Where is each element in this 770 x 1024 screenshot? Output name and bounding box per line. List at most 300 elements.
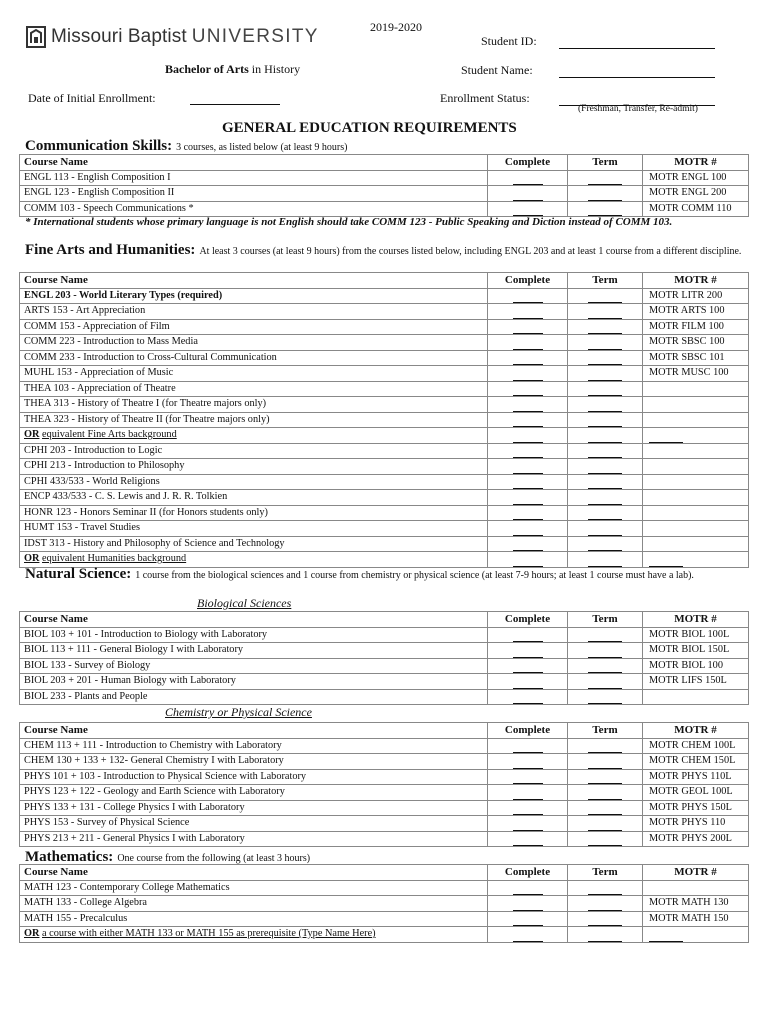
complete-cell[interactable] <box>488 319 568 335</box>
motr-code: MOTR MATH 150 <box>649 912 729 924</box>
motr-cell <box>643 459 749 475</box>
course-name-cell <box>20 170 488 186</box>
motr-cell <box>643 627 749 643</box>
term-cell[interactable] <box>568 658 643 674</box>
complete-blank[interactable] <box>513 632 543 642</box>
table-row <box>20 381 749 397</box>
chemistry-physical-table <box>19 722 749 847</box>
complete-cell[interactable] <box>488 754 568 770</box>
complete-blank[interactable] <box>513 759 543 769</box>
complete-cell[interactable] <box>488 186 568 202</box>
complete-blank[interactable] <box>513 836 543 846</box>
motr-code: MOTR LITR 200 <box>649 289 723 301</box>
table-row <box>20 505 749 521</box>
biological-sciences-table <box>19 611 749 705</box>
complete-cell[interactable] <box>488 412 568 428</box>
table-row <box>20 335 749 351</box>
complete-cell[interactable] <box>488 689 568 705</box>
term-blank[interactable] <box>588 433 622 443</box>
motr-code: MOTR ARTS 100 <box>649 305 725 316</box>
complete-blank[interactable] <box>513 386 543 396</box>
program-major: in History <box>251 62 301 76</box>
term-blank[interactable] <box>588 417 622 427</box>
table-header-row <box>20 612 749 628</box>
complete-blank[interactable] <box>513 648 543 658</box>
course-name: MATH 155 - Precalculus <box>24 912 128 924</box>
term-blank[interactable] <box>588 663 622 673</box>
complete-cell[interactable] <box>488 490 568 506</box>
complete-blank[interactable] <box>513 885 543 895</box>
complete-blank[interactable] <box>513 790 543 800</box>
term-cell[interactable] <box>568 769 643 785</box>
table-row <box>20 186 749 202</box>
complete-cell[interactable] <box>488 201 568 217</box>
term-blank[interactable] <box>588 526 622 536</box>
term-cell[interactable] <box>568 443 643 459</box>
course-name-cell <box>20 428 488 444</box>
course-name-cell <box>20 521 488 537</box>
complete-blank[interactable] <box>513 402 543 412</box>
term-cell[interactable] <box>568 335 643 351</box>
section-heading-communication <box>25 137 347 155</box>
program-degree: Bachelor of Arts <box>165 62 249 76</box>
table-row <box>20 443 749 459</box>
motr-cell <box>643 201 749 217</box>
course-name-cell <box>20 366 488 382</box>
complete-blank[interactable] <box>513 774 543 784</box>
course-name-cell <box>20 674 488 690</box>
course-name-header: Course Name <box>20 155 488 171</box>
complete-cell[interactable] <box>488 831 568 847</box>
table-row <box>20 201 749 217</box>
table-row <box>20 366 749 382</box>
term-blank[interactable] <box>588 557 622 567</box>
motr-header: MOTR # <box>643 723 749 739</box>
term-cell[interactable] <box>568 800 643 816</box>
motr-cell <box>643 350 749 366</box>
complete-blank[interactable] <box>513 679 543 689</box>
course-name-cell <box>20 319 488 335</box>
course-name: HONR 123 - Honors Seminar II (for Honors students only) <box>24 506 268 518</box>
term-blank[interactable] <box>588 679 622 689</box>
term-cell[interactable] <box>568 381 643 397</box>
student-id-field[interactable] <box>559 47 715 49</box>
term-blank[interactable] <box>588 206 622 216</box>
complete-blank[interactable] <box>513 557 543 567</box>
motr-blank[interactable] <box>649 932 683 942</box>
table-row <box>20 350 749 366</box>
complete-blank[interactable] <box>513 417 543 427</box>
term-header: Term <box>568 273 643 289</box>
complete-blank[interactable] <box>513 510 543 520</box>
course-name: CPHI 433/533 - World Religions <box>24 475 160 487</box>
complete-cell[interactable] <box>488 816 568 832</box>
complete-blank[interactable] <box>513 175 543 185</box>
term-cell[interactable] <box>568 412 643 428</box>
term-cell[interactable] <box>568 927 643 943</box>
complete-cell[interactable] <box>488 674 568 690</box>
complete-cell[interactable] <box>488 658 568 674</box>
motr-cell <box>643 643 749 659</box>
complete-header: Complete <box>488 612 568 628</box>
term-blank[interactable] <box>588 885 622 895</box>
university-name: Missouri Baptist <box>51 26 187 47</box>
motr-code: MOTR MATH 130 <box>649 897 729 908</box>
complete-blank[interactable] <box>513 293 543 303</box>
term-cell[interactable] <box>568 627 643 643</box>
complete-cell[interactable] <box>488 170 568 186</box>
complete-blank[interactable] <box>513 324 543 334</box>
section-description: 3 courses, as listed below (at least 9 hours) <box>176 142 348 153</box>
term-cell[interactable] <box>568 459 643 475</box>
complete-cell[interactable] <box>488 521 568 537</box>
term-blank[interactable] <box>588 694 622 704</box>
table-header-row <box>20 865 749 881</box>
motr-cell <box>643 927 749 943</box>
course-name: BIOL 113 + 111 - General Biology I with Laboratory <box>24 644 244 655</box>
course-name: IDST 313 - History and Philosophy of Science and Technology <box>24 537 285 549</box>
course-name: PHYS 101 + 103 - Introduction to Physical Science with Laboratory <box>24 770 307 782</box>
term-blank[interactable] <box>588 790 622 800</box>
term-blank[interactable] <box>588 541 622 551</box>
course-name-header: Course Name <box>20 723 488 739</box>
term-blank[interactable] <box>588 402 622 412</box>
term-blank[interactable] <box>588 464 622 474</box>
complete-cell[interactable] <box>488 880 568 896</box>
or-prefix: OR <box>24 553 40 564</box>
motr-cell <box>643 754 749 770</box>
motr-cell <box>643 911 749 927</box>
complete-blank[interactable] <box>513 805 543 815</box>
table-row <box>20 170 749 186</box>
term-blank[interactable] <box>588 340 622 350</box>
term-blank[interactable] <box>588 836 622 846</box>
course-name: PHYS 123 + 122 - Geology and Earth Science with Laboratory <box>24 786 285 797</box>
motr-cell <box>643 880 749 896</box>
term-cell[interactable] <box>568 754 643 770</box>
motr-cell <box>643 505 749 521</box>
course-name-header: Course Name <box>20 273 488 289</box>
table-row <box>20 536 749 552</box>
table-row <box>20 412 749 428</box>
table-row <box>20 880 749 896</box>
term-cell[interactable] <box>568 304 643 320</box>
motr-code: MOTR FILM 100 <box>649 320 724 332</box>
course-name-cell <box>20 536 488 552</box>
complete-blank[interactable] <box>513 340 543 350</box>
term-blank[interactable] <box>588 293 622 303</box>
table-row <box>20 816 749 832</box>
term-cell[interactable] <box>568 474 643 490</box>
complete-cell[interactable] <box>488 335 568 351</box>
term-cell[interactable] <box>568 816 643 832</box>
term-cell[interactable] <box>568 831 643 847</box>
course-name-cell <box>20 816 488 832</box>
student-name-label: Student Name: <box>461 63 533 77</box>
course-name-cell <box>20 769 488 785</box>
complete-cell[interactable] <box>488 927 568 943</box>
complete-blank[interactable] <box>513 663 543 673</box>
term-blank[interactable] <box>588 448 622 458</box>
complete-blank[interactable] <box>513 694 543 704</box>
motr-code: MOTR SBSC 100 <box>649 336 725 347</box>
communication-table <box>19 154 749 217</box>
course-name-cell <box>20 754 488 770</box>
complete-cell[interactable] <box>488 288 568 304</box>
motr-code: MOTR BIOL 150L <box>649 644 730 655</box>
complete-cell[interactable] <box>488 552 568 568</box>
course-name-cell <box>20 412 488 428</box>
complete-cell[interactable] <box>488 505 568 521</box>
course-name-cell <box>20 443 488 459</box>
motr-cell <box>643 412 749 428</box>
course-name-header: Course Name <box>20 612 488 628</box>
complete-cell[interactable] <box>488 366 568 382</box>
course-name: ENGL 113 - English Composition I <box>24 171 171 183</box>
term-cell[interactable] <box>568 186 643 202</box>
complete-header: Complete <box>488 723 568 739</box>
table-row <box>20 552 749 568</box>
motr-header: MOTR # <box>643 155 749 171</box>
term-blank[interactable] <box>588 510 622 520</box>
term-blank[interactable] <box>588 355 622 365</box>
course-name: ENGL 123 - English Composition II <box>24 187 175 198</box>
course-name: BIOL 233 - Plants and People <box>24 690 148 702</box>
course-name-cell <box>20 800 488 816</box>
term-cell[interactable] <box>568 505 643 521</box>
date-enrollment-label: Date of Initial Enrollment: <box>28 91 156 105</box>
table-row <box>20 627 749 643</box>
term-cell[interactable] <box>568 366 643 382</box>
motr-blank[interactable] <box>649 557 683 567</box>
course-name: ENGL 203 - World Literary Types (required) <box>24 289 223 301</box>
complete-cell[interactable] <box>488 536 568 552</box>
course-name-header: Course Name <box>20 865 488 881</box>
term-blank[interactable] <box>588 901 622 911</box>
term-cell[interactable] <box>568 880 643 896</box>
complete-blank[interactable] <box>513 479 543 489</box>
term-cell[interactable] <box>568 738 643 754</box>
complete-blank[interactable] <box>513 821 543 831</box>
motr-cell <box>643 443 749 459</box>
date-enrollment-field[interactable] <box>190 103 280 105</box>
complete-blank[interactable] <box>513 355 543 365</box>
motr-cell <box>643 816 749 832</box>
complete-blank[interactable] <box>513 371 543 381</box>
term-cell[interactable] <box>568 288 643 304</box>
term-blank[interactable] <box>588 932 622 942</box>
term-cell[interactable] <box>568 521 643 537</box>
complete-cell[interactable] <box>488 627 568 643</box>
course-name: a course with either MATH 133 or MATH 155 as prerequisite (Type Name Here) <box>42 928 376 939</box>
course-name-cell <box>20 505 488 521</box>
motr-cell <box>643 552 749 568</box>
motr-cell <box>643 474 749 490</box>
table-row <box>20 521 749 537</box>
course-name: PHYS 153 - Survey of Physical Science <box>24 817 190 828</box>
complete-cell[interactable] <box>488 738 568 754</box>
complete-cell[interactable] <box>488 911 568 927</box>
motr-cell <box>643 288 749 304</box>
complete-cell[interactable] <box>488 896 568 912</box>
motr-cell <box>643 304 749 320</box>
motr-cell <box>643 381 749 397</box>
chemistry-physical-title: Chemistry or Physical Science <box>165 705 312 719</box>
course-name-cell <box>20 738 488 754</box>
complete-blank[interactable] <box>513 309 543 319</box>
term-cell[interactable] <box>568 428 643 444</box>
course-name-cell <box>20 831 488 847</box>
table-row <box>20 738 749 754</box>
motr-code: MOTR CHEM 150L <box>649 755 736 766</box>
table-row <box>20 288 749 304</box>
motr-cell <box>643 186 749 202</box>
course-name: CHEM 113 + 111 - Introduction to Chemistry with Laboratory <box>24 739 282 751</box>
complete-blank[interactable] <box>513 191 543 201</box>
table-row <box>20 927 749 943</box>
table-row <box>20 304 749 320</box>
table-row <box>20 658 749 674</box>
complete-blank[interactable] <box>513 495 543 505</box>
course-name: MATH 123 - Contemporary College Mathematics <box>24 881 230 893</box>
table-row <box>20 754 749 770</box>
course-name-cell <box>20 896 488 912</box>
term-blank[interactable] <box>588 743 622 753</box>
complete-cell[interactable] <box>488 800 568 816</box>
complete-blank[interactable] <box>513 464 543 474</box>
motr-cell <box>643 658 749 674</box>
complete-cell[interactable] <box>488 381 568 397</box>
complete-blank[interactable] <box>513 433 543 443</box>
term-cell[interactable] <box>568 350 643 366</box>
term-cell[interactable] <box>568 397 643 413</box>
motr-cell <box>643 490 749 506</box>
course-name: THEA 313 - History of Theatre I (for Theatre majors only) <box>24 398 267 409</box>
complete-cell[interactable] <box>488 443 568 459</box>
term-blank[interactable] <box>588 175 622 185</box>
course-name: MUHL 153 - Appreciation of Music <box>24 367 174 378</box>
term-cell[interactable] <box>568 201 643 217</box>
table-row <box>20 674 749 690</box>
table-row <box>20 896 749 912</box>
table-row <box>20 785 749 801</box>
complete-cell[interactable] <box>488 428 568 444</box>
term-blank[interactable] <box>588 324 622 334</box>
complete-blank[interactable] <box>513 526 543 536</box>
term-cell[interactable] <box>568 319 643 335</box>
motr-header: MOTR # <box>643 612 749 628</box>
term-cell[interactable] <box>568 536 643 552</box>
term-cell[interactable] <box>568 674 643 690</box>
table-row <box>20 800 749 816</box>
term-cell[interactable] <box>568 643 643 659</box>
term-blank[interactable] <box>588 371 622 381</box>
term-blank[interactable] <box>588 191 622 201</box>
complete-blank[interactable] <box>513 448 543 458</box>
term-header: Term <box>568 865 643 881</box>
course-name-cell <box>20 643 488 659</box>
complete-cell[interactable] <box>488 459 568 475</box>
table-row <box>20 769 749 785</box>
table-row <box>20 474 749 490</box>
term-blank[interactable] <box>588 309 622 319</box>
course-name-cell <box>20 880 488 896</box>
university-logo <box>25 24 319 50</box>
course-name: THEA 323 - History of Theatre II (for Theatre majors only) <box>24 413 270 425</box>
table-row <box>20 831 749 847</box>
complete-cell[interactable] <box>488 769 568 785</box>
term-blank[interactable] <box>588 632 622 642</box>
table-row <box>20 428 749 444</box>
motr-cell <box>643 800 749 816</box>
term-cell[interactable] <box>568 785 643 801</box>
section-description: One course from the following (at least 3 hours) <box>117 853 311 864</box>
term-blank[interactable] <box>588 821 622 831</box>
complete-cell[interactable] <box>488 785 568 801</box>
term-blank[interactable] <box>588 495 622 505</box>
motr-cell <box>643 738 749 754</box>
table-header-row <box>20 155 749 171</box>
course-name: ENCP 433/533 - C. S. Lewis and J. R. R. Tolkien <box>24 491 228 502</box>
academic-year: 2019-2020 <box>370 20 422 34</box>
term-cell[interactable] <box>568 552 643 568</box>
term-blank[interactable] <box>588 759 622 769</box>
term-blank[interactable] <box>588 916 622 926</box>
motr-cell <box>643 397 749 413</box>
motr-cell <box>643 831 749 847</box>
course-name-cell <box>20 552 488 568</box>
course-name-cell <box>20 490 488 506</box>
term-cell[interactable] <box>568 911 643 927</box>
motr-cell <box>643 896 749 912</box>
student-name-field[interactable] <box>559 76 715 78</box>
complete-blank[interactable] <box>513 743 543 753</box>
complete-cell[interactable] <box>488 397 568 413</box>
term-blank[interactable] <box>588 648 622 658</box>
term-cell[interactable] <box>568 896 643 912</box>
table-row <box>20 643 749 659</box>
term-blank[interactable] <box>588 386 622 396</box>
complete-cell[interactable] <box>488 304 568 320</box>
complete-header: Complete <box>488 155 568 171</box>
complete-cell[interactable] <box>488 474 568 490</box>
term-blank[interactable] <box>588 805 622 815</box>
motr-blank[interactable] <box>649 433 683 443</box>
term-blank[interactable] <box>588 774 622 784</box>
complete-blank[interactable] <box>513 916 543 926</box>
complete-blank[interactable] <box>513 932 543 942</box>
motr-header: MOTR # <box>643 865 749 881</box>
complete-blank[interactable] <box>513 206 543 216</box>
complete-cell[interactable] <box>488 350 568 366</box>
course-name: PHYS 213 + 211 - General Physics I with Laboratory <box>24 832 245 844</box>
term-blank[interactable] <box>588 479 622 489</box>
course-name: CPHI 203 - Introduction to Logic <box>24 444 163 456</box>
term-cell[interactable] <box>568 689 643 705</box>
complete-blank[interactable] <box>513 901 543 911</box>
motr-code: MOTR PHYS 110L <box>649 770 732 782</box>
course-name-cell <box>20 627 488 643</box>
course-name: THEA 103 - Appreciation of Theatre <box>24 382 176 394</box>
section-description: 1 course from the biological sciences and 1 course from chemistry or physical science (at least 7-9 hours; at least 1 course must have a lab). <box>135 570 694 581</box>
term-cell[interactable] <box>568 490 643 506</box>
term-cell[interactable] <box>568 170 643 186</box>
motr-code: MOTR ENGL 100 <box>649 171 727 183</box>
section-title: Natural Science: <box>25 566 132 582</box>
course-name: BIOL 103 + 101 - Introduction to Biology with Laboratory <box>24 628 268 640</box>
complete-blank[interactable] <box>513 541 543 551</box>
complete-cell[interactable] <box>488 643 568 659</box>
